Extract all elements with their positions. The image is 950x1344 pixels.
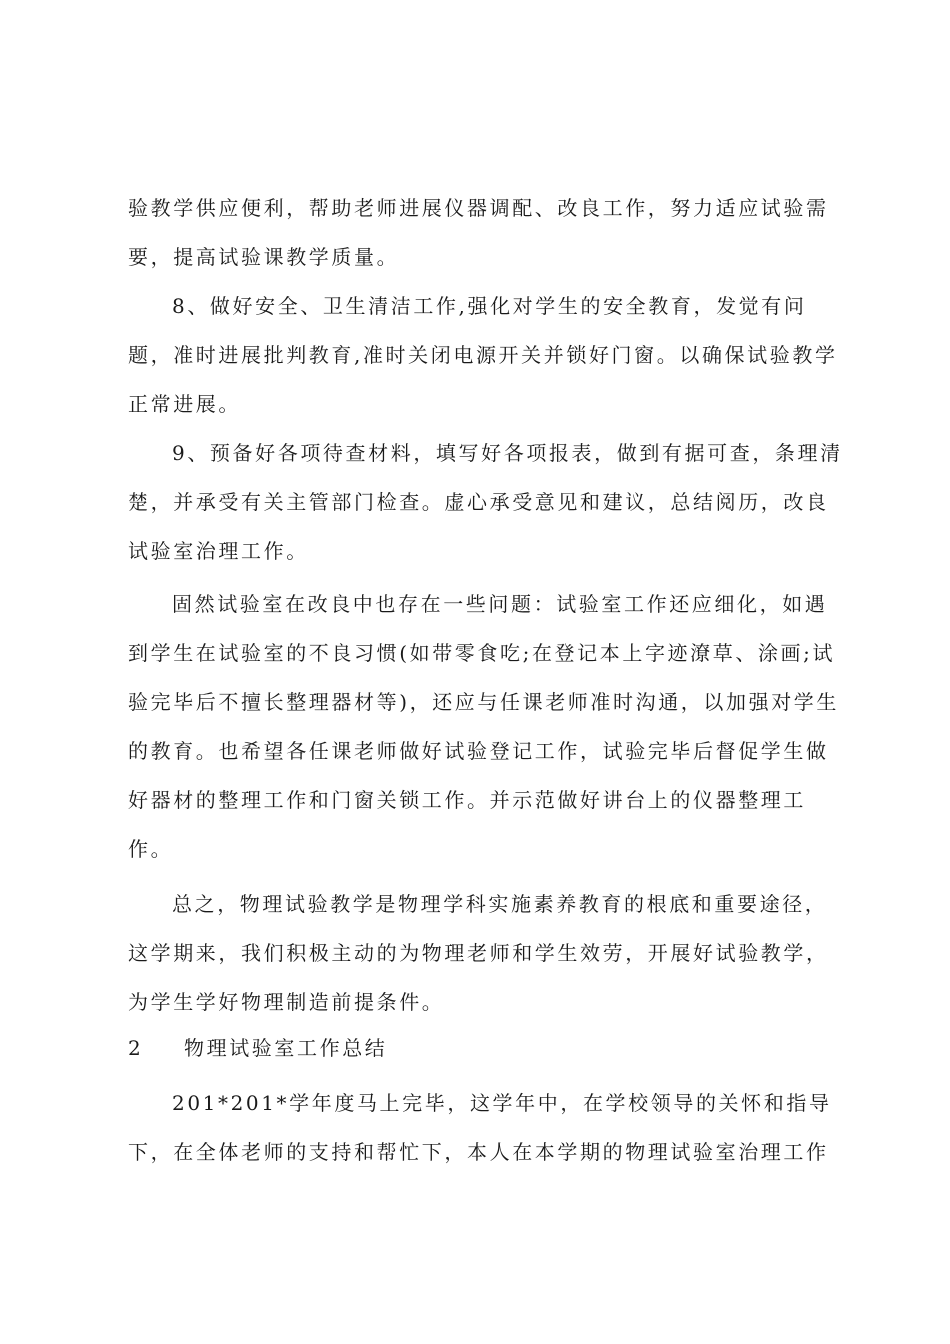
paragraph-continuation — [128, 184, 834, 282]
text-line: 题，准时进展批判教育,准时关闭电源开关并锁好门窗。以确保试验教学 — [128, 343, 838, 367]
paragraph-problems — [128, 580, 840, 874]
paragraph-item-8 — [128, 282, 838, 429]
text-line: 为学生学好物理制造前提条件。 — [128, 990, 445, 1014]
text-line: 8、做好安全、卫生清洁工作,强化对学生的安全教育，发觉有问 — [172, 294, 807, 318]
paragraph-closing — [128, 1079, 834, 1177]
paragraph-summary — [128, 880, 834, 1027]
text-line: 9、预备好各项待查材料，填写好各项报表，做到有据可查，条理清 — [172, 441, 843, 465]
text-line: 总之，物理试验教学是物理学科实施素养教育的根底和重要途径， — [172, 892, 828, 916]
text-line: 试验室治理工作。 — [128, 539, 309, 563]
text-line: 作。 — [128, 837, 174, 861]
text-line: 要，提高试验课教学质量。 — [128, 245, 400, 269]
section-title: 物理试验室工作总结 — [184, 1036, 388, 1060]
text-line: 好器材的整理工作和门窗关锁工作。并示范做好讲台上的仪器整理工 — [128, 788, 806, 812]
text-line: 201*201*学年度马上完毕，这学年中，在学校领导的关怀和指导 — [172, 1091, 832, 1115]
text-line: 下，在全体老师的支持和帮忙下，本人在本学期的物理试验室治理工作 — [128, 1140, 829, 1164]
text-line: 正常进展。 — [128, 392, 241, 416]
section-number: 2 — [128, 1036, 144, 1060]
text-line: 这学期来，我们积极主动的为物理老师和学生效劳，开展好试验教学， — [128, 941, 829, 965]
text-line: 验教学供应便利，帮助老师进展仪器调配、改良工作，努力适应试验需 — [128, 196, 829, 220]
text-line: 验完毕后不擅长整理器材等)，还应与任课老师准时沟通，以加强对学生 — [128, 690, 840, 714]
section-heading — [128, 1033, 387, 1063]
text-line: 的教育。也希望各任课老师做好试验登记工作，试验完毕后督促学生做 — [128, 739, 829, 763]
text-line: 楚，并承受有关主管部门检查。虚心承受意见和建议，总结阅历，改良 — [128, 490, 829, 514]
text-line: 到学生在试验室的不良习惯(如带零食吃;在登记本上字迹潦草、涂画;试 — [128, 641, 836, 665]
text-line: 固然试验室在改良中也存在一些问题：试验室工作还应细化，如遇 — [172, 592, 828, 616]
paragraph-item-9 — [128, 429, 843, 576]
